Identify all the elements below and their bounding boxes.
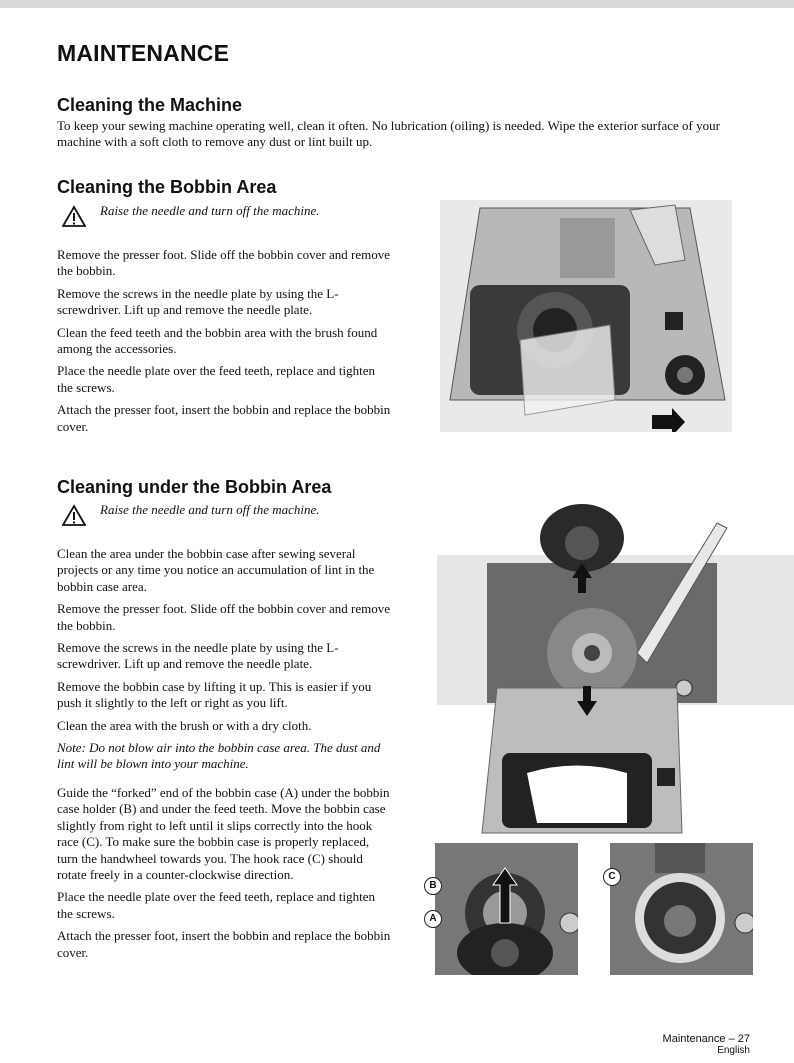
note: Note: Do not blow air into the bobbin case area. The dust and lint will be blown into your machine. xyxy=(57,740,381,772)
step: Remove the screws in the needle plate by using the L-screwdriver. Lift up and remove the needle plate. xyxy=(57,285,339,318)
step: Guide the “forked” end of the bobbin case (A) under the bobbin case holder (B) and under the feed teeth. Move the bobbin case slightly from right to left until it slips correctly into the hook race (C). To make sure the bobbin case is properly replaced, turn the handwheel towards you. The hook race (C) should rotate freely in a counter-clockwise direction. xyxy=(57,784,390,882)
bobbin-area-illustration xyxy=(440,200,732,432)
warning-text: Raise the needle and turn off the machine. xyxy=(100,502,320,517)
under-bobbin-steps xyxy=(57,546,392,967)
step: Attach the presser foot, insert the bobbin and replace the bobbin cover. xyxy=(57,402,391,434)
step: Remove the presser foot. Slide off the bobbin cover and remove the bobbin. xyxy=(57,247,390,279)
section-heading-bobbin-area: Cleaning the Bobbin Area xyxy=(57,177,277,197)
step: Place the needle plate over the feed teeth, replace and tighten the screws. xyxy=(57,363,375,395)
bobbin-area-steps xyxy=(57,247,392,441)
step: Remove the presser foot. Slide off the bobbin cover and remove the bobbin. xyxy=(57,601,390,633)
step: Attach the presser foot, insert the bobbin and replace the bobbin cover. xyxy=(57,928,391,960)
page-footer xyxy=(663,1033,750,1057)
step: Clean the area with the brush or with a dry cloth. xyxy=(57,717,312,733)
section-heading-cleaning-machine: Cleaning the Machine xyxy=(57,95,243,115)
step: Remove the bobbin case by lifting it up. This is easier if you push it slightly to the left or right as you lift. xyxy=(57,678,372,711)
warning xyxy=(62,205,320,227)
warning xyxy=(62,504,320,526)
footer-language: English xyxy=(717,1045,750,1056)
warning-text: Raise the needle and turn off the machine. xyxy=(100,203,320,218)
label-a: A xyxy=(424,910,442,928)
bobbin-case-insert-illustration xyxy=(435,843,578,975)
label-c: C xyxy=(603,868,621,886)
page-title: MAINTENANCE xyxy=(57,40,230,66)
hook-race-illustration xyxy=(610,843,753,975)
label-b: B xyxy=(424,877,442,895)
footer-page-number: Maintenance – 27 xyxy=(662,1033,750,1045)
page-top-bar xyxy=(0,0,794,8)
step: Place the needle plate over the feed teeth, replace and tighten the screws. xyxy=(57,889,375,921)
under-bobbin-illustration xyxy=(437,503,794,835)
step: Remove the screws in the needle plate by using the L-screwdriver. Lift up and remove the needle plate. xyxy=(57,640,339,672)
step: Clean the feed teeth and the bobbin area with the brush found among the accessories. xyxy=(57,324,378,357)
cleaning-machine-text xyxy=(57,118,747,157)
warning-triangle-icon xyxy=(62,504,86,526)
warning-triangle-icon xyxy=(62,205,86,227)
step: Clean the area under the bobbin case after sewing several projects or any time you notice an accumulation of lint in the bobbin case area. xyxy=(57,546,375,594)
paragraph: To keep your sewing machine operating well, clean it often. No lubrication (oiling) is needed. Wipe the exterior surface of your machine with a soft cloth to remove any dust or lint built up. xyxy=(57,118,720,150)
section-heading-under-bobbin: Cleaning under the Bobbin Area xyxy=(57,477,332,497)
